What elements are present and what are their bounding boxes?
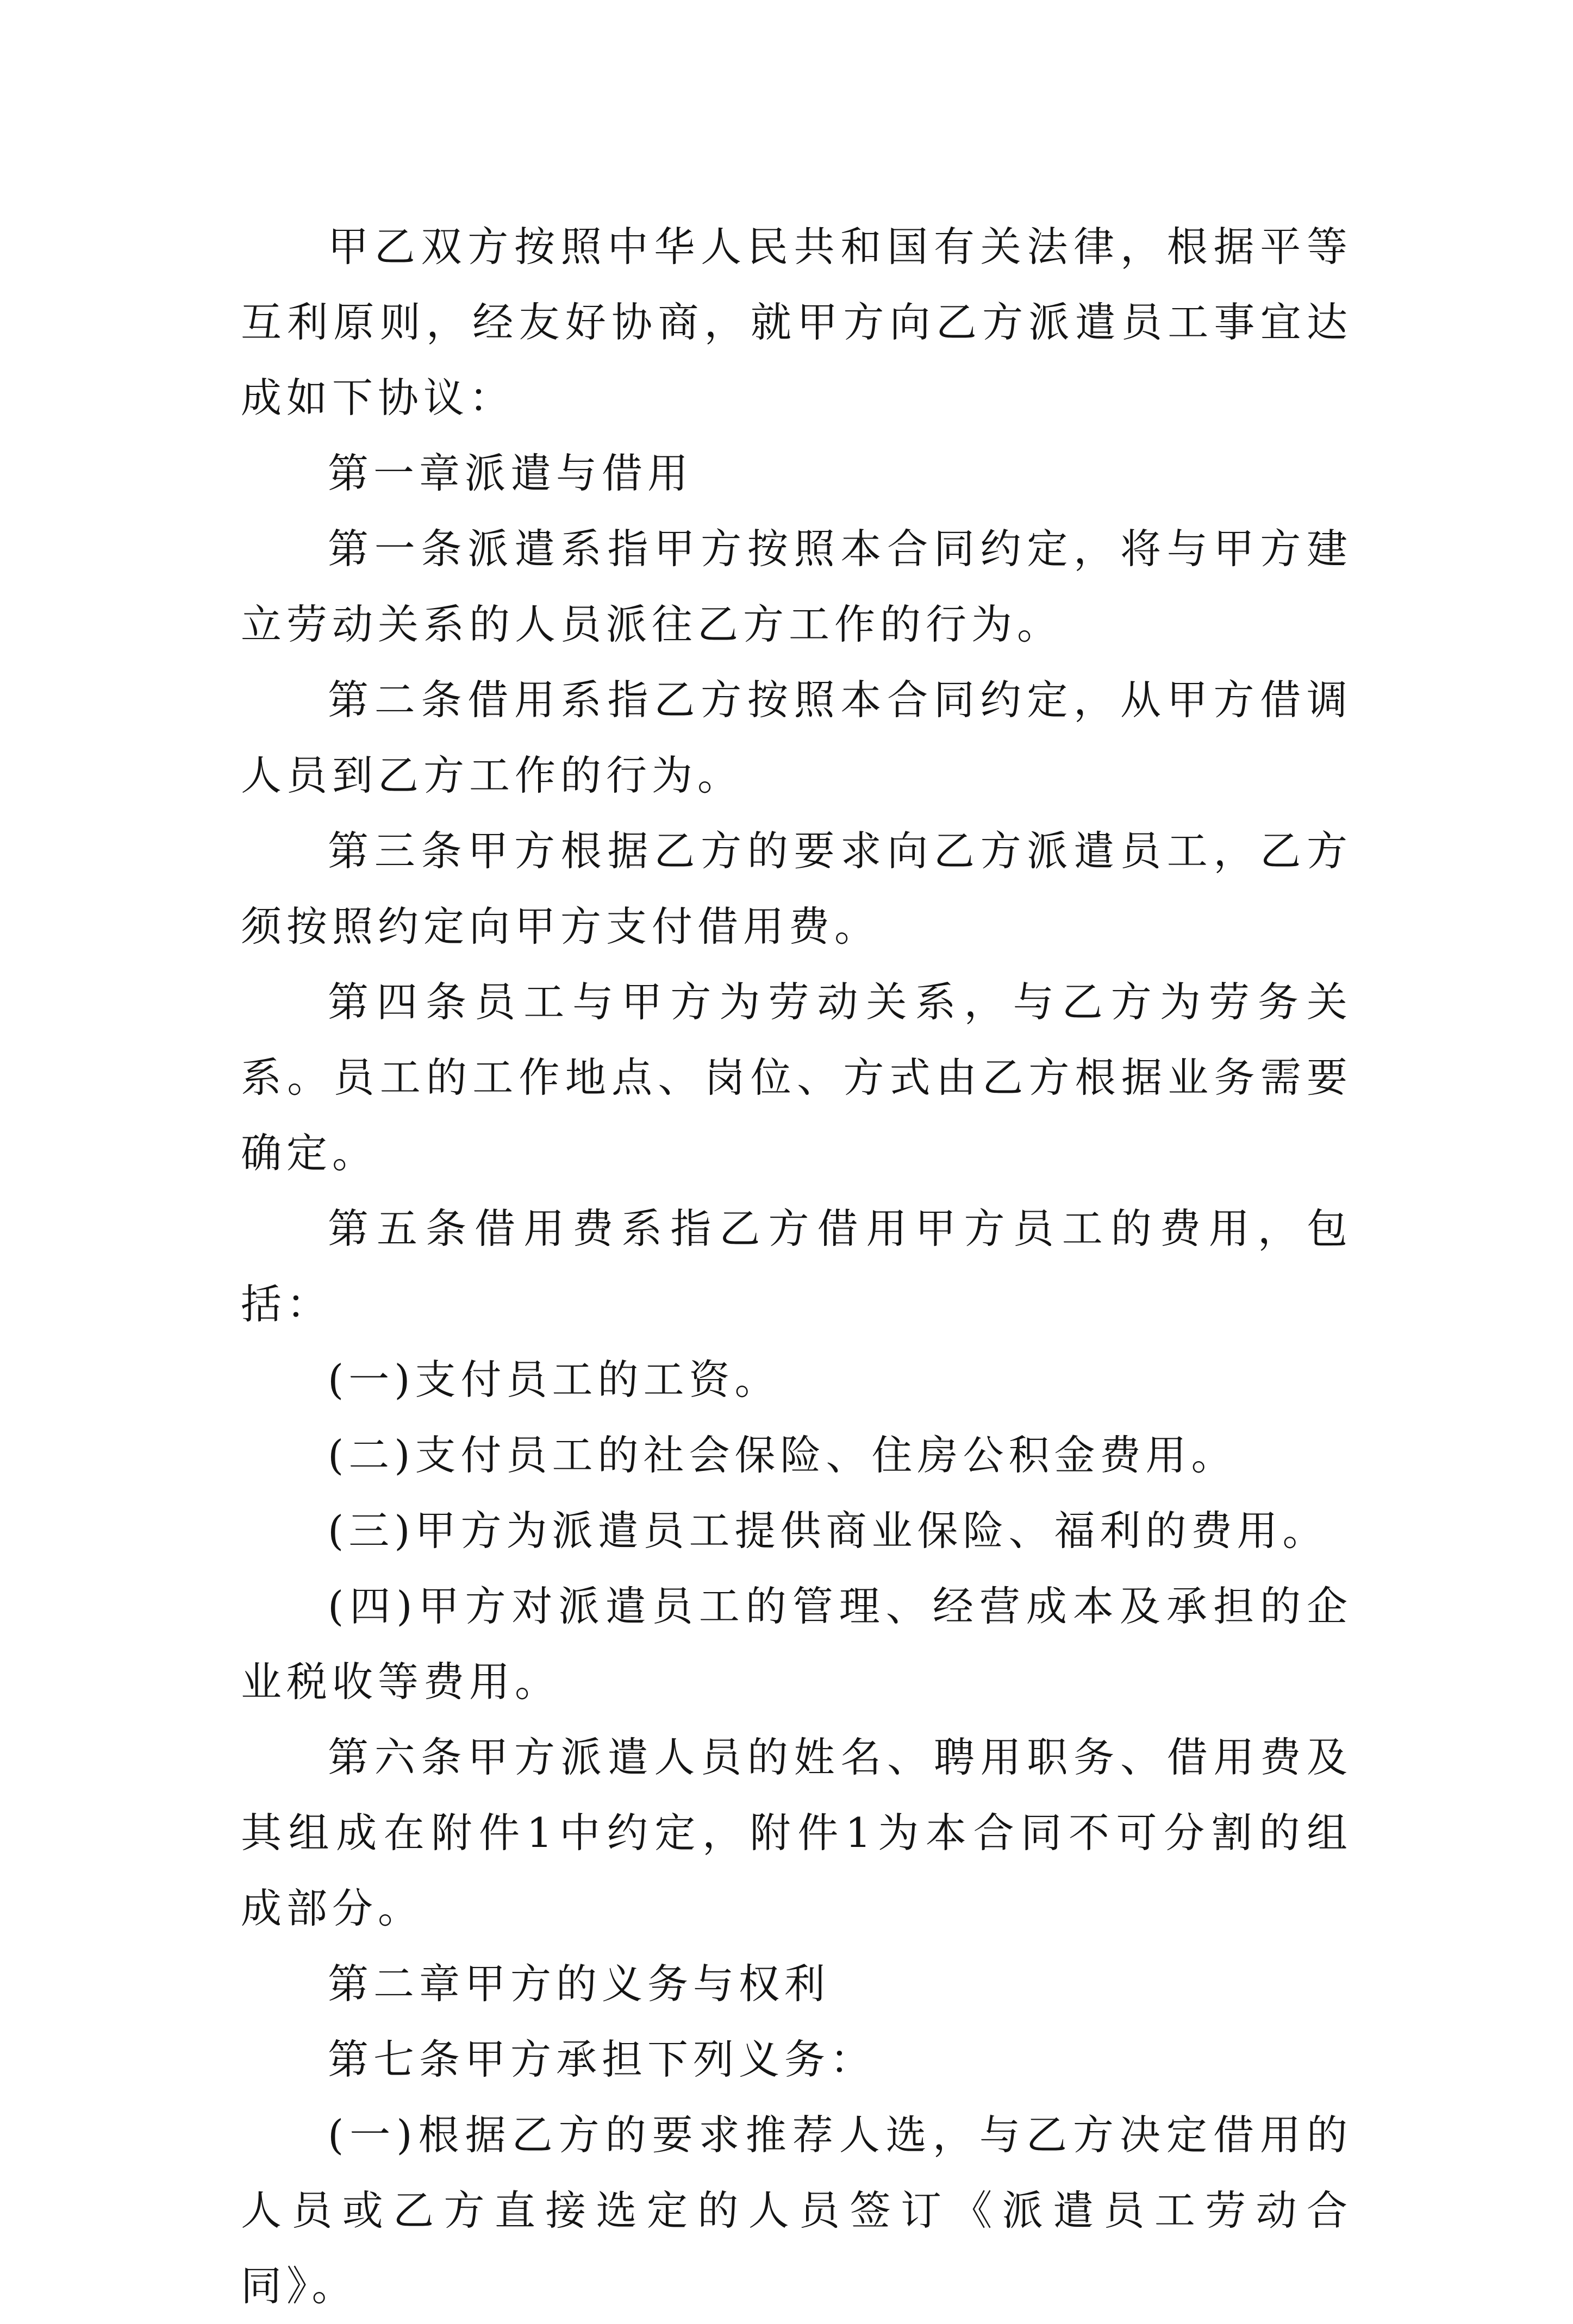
- article-5-item-4: (四)甲方对派遣员工的管理、经营成本及承担的企业税收等费用。: [241, 1582, 1352, 1706]
- article-5-item-2: (二)支付员工的社会保险、住房公积金费用。: [328, 1431, 1237, 1479]
- article-4: 第四条员工与甲方为劳动关系，与乙方为劳务关系。员工的工作地点、岗位、方式由乙方根据业务需要确定。: [241, 978, 1352, 1177]
- article-7-item-1: (一)根据乙方的要求推荐人选，与乙方决定借用的人员或乙方直接选定的人员签订《派遣员工劳动合同》。: [241, 2111, 1352, 2310]
- article-5-item-3: (三)甲方为派遣员工提供商业保险、福利的费用。: [328, 1507, 1328, 1555]
- intro-paragraph: 甲乙双方按照中华人民共和国有关法律，根据平等互利原则，经友好协商，就甲方向乙方派遣员工事宜达成如下协议：: [241, 223, 1352, 422]
- article-5-item-1: (一)支付员工的工资。: [328, 1356, 781, 1404]
- article-6: 第六条甲方派遣人员的姓名、聘用职务、借用费及其组成在附件1中约定，附件1为本合同不可分割的组成部分。: [241, 1733, 1352, 1932]
- chapter-heading-2: 第二章甲方的义务与权利: [328, 1960, 831, 2008]
- article-1: 第一条派遣系指甲方按照本合同约定，将与甲方建立劳动关系的人员派往乙方工作的行为。: [241, 525, 1352, 648]
- article-3: 第三条甲方根据乙方的要求向乙方派遣员工，乙方须按照约定向甲方支付借用费。: [241, 827, 1352, 950]
- document-body: [241, 209, 1352, 2324]
- article-7: 第七条甲方承担下列义务：: [328, 2035, 876, 2083]
- article-5: 第五条借用费系指乙方借用甲方员工的费用，包括：: [241, 1205, 1352, 1328]
- chapter-heading-1: 第一章派遣与借用: [328, 449, 694, 497]
- article-2: 第二条借用系指乙方按照本合同约定，从甲方借调人员到乙方工作的行为。: [241, 676, 1352, 799]
